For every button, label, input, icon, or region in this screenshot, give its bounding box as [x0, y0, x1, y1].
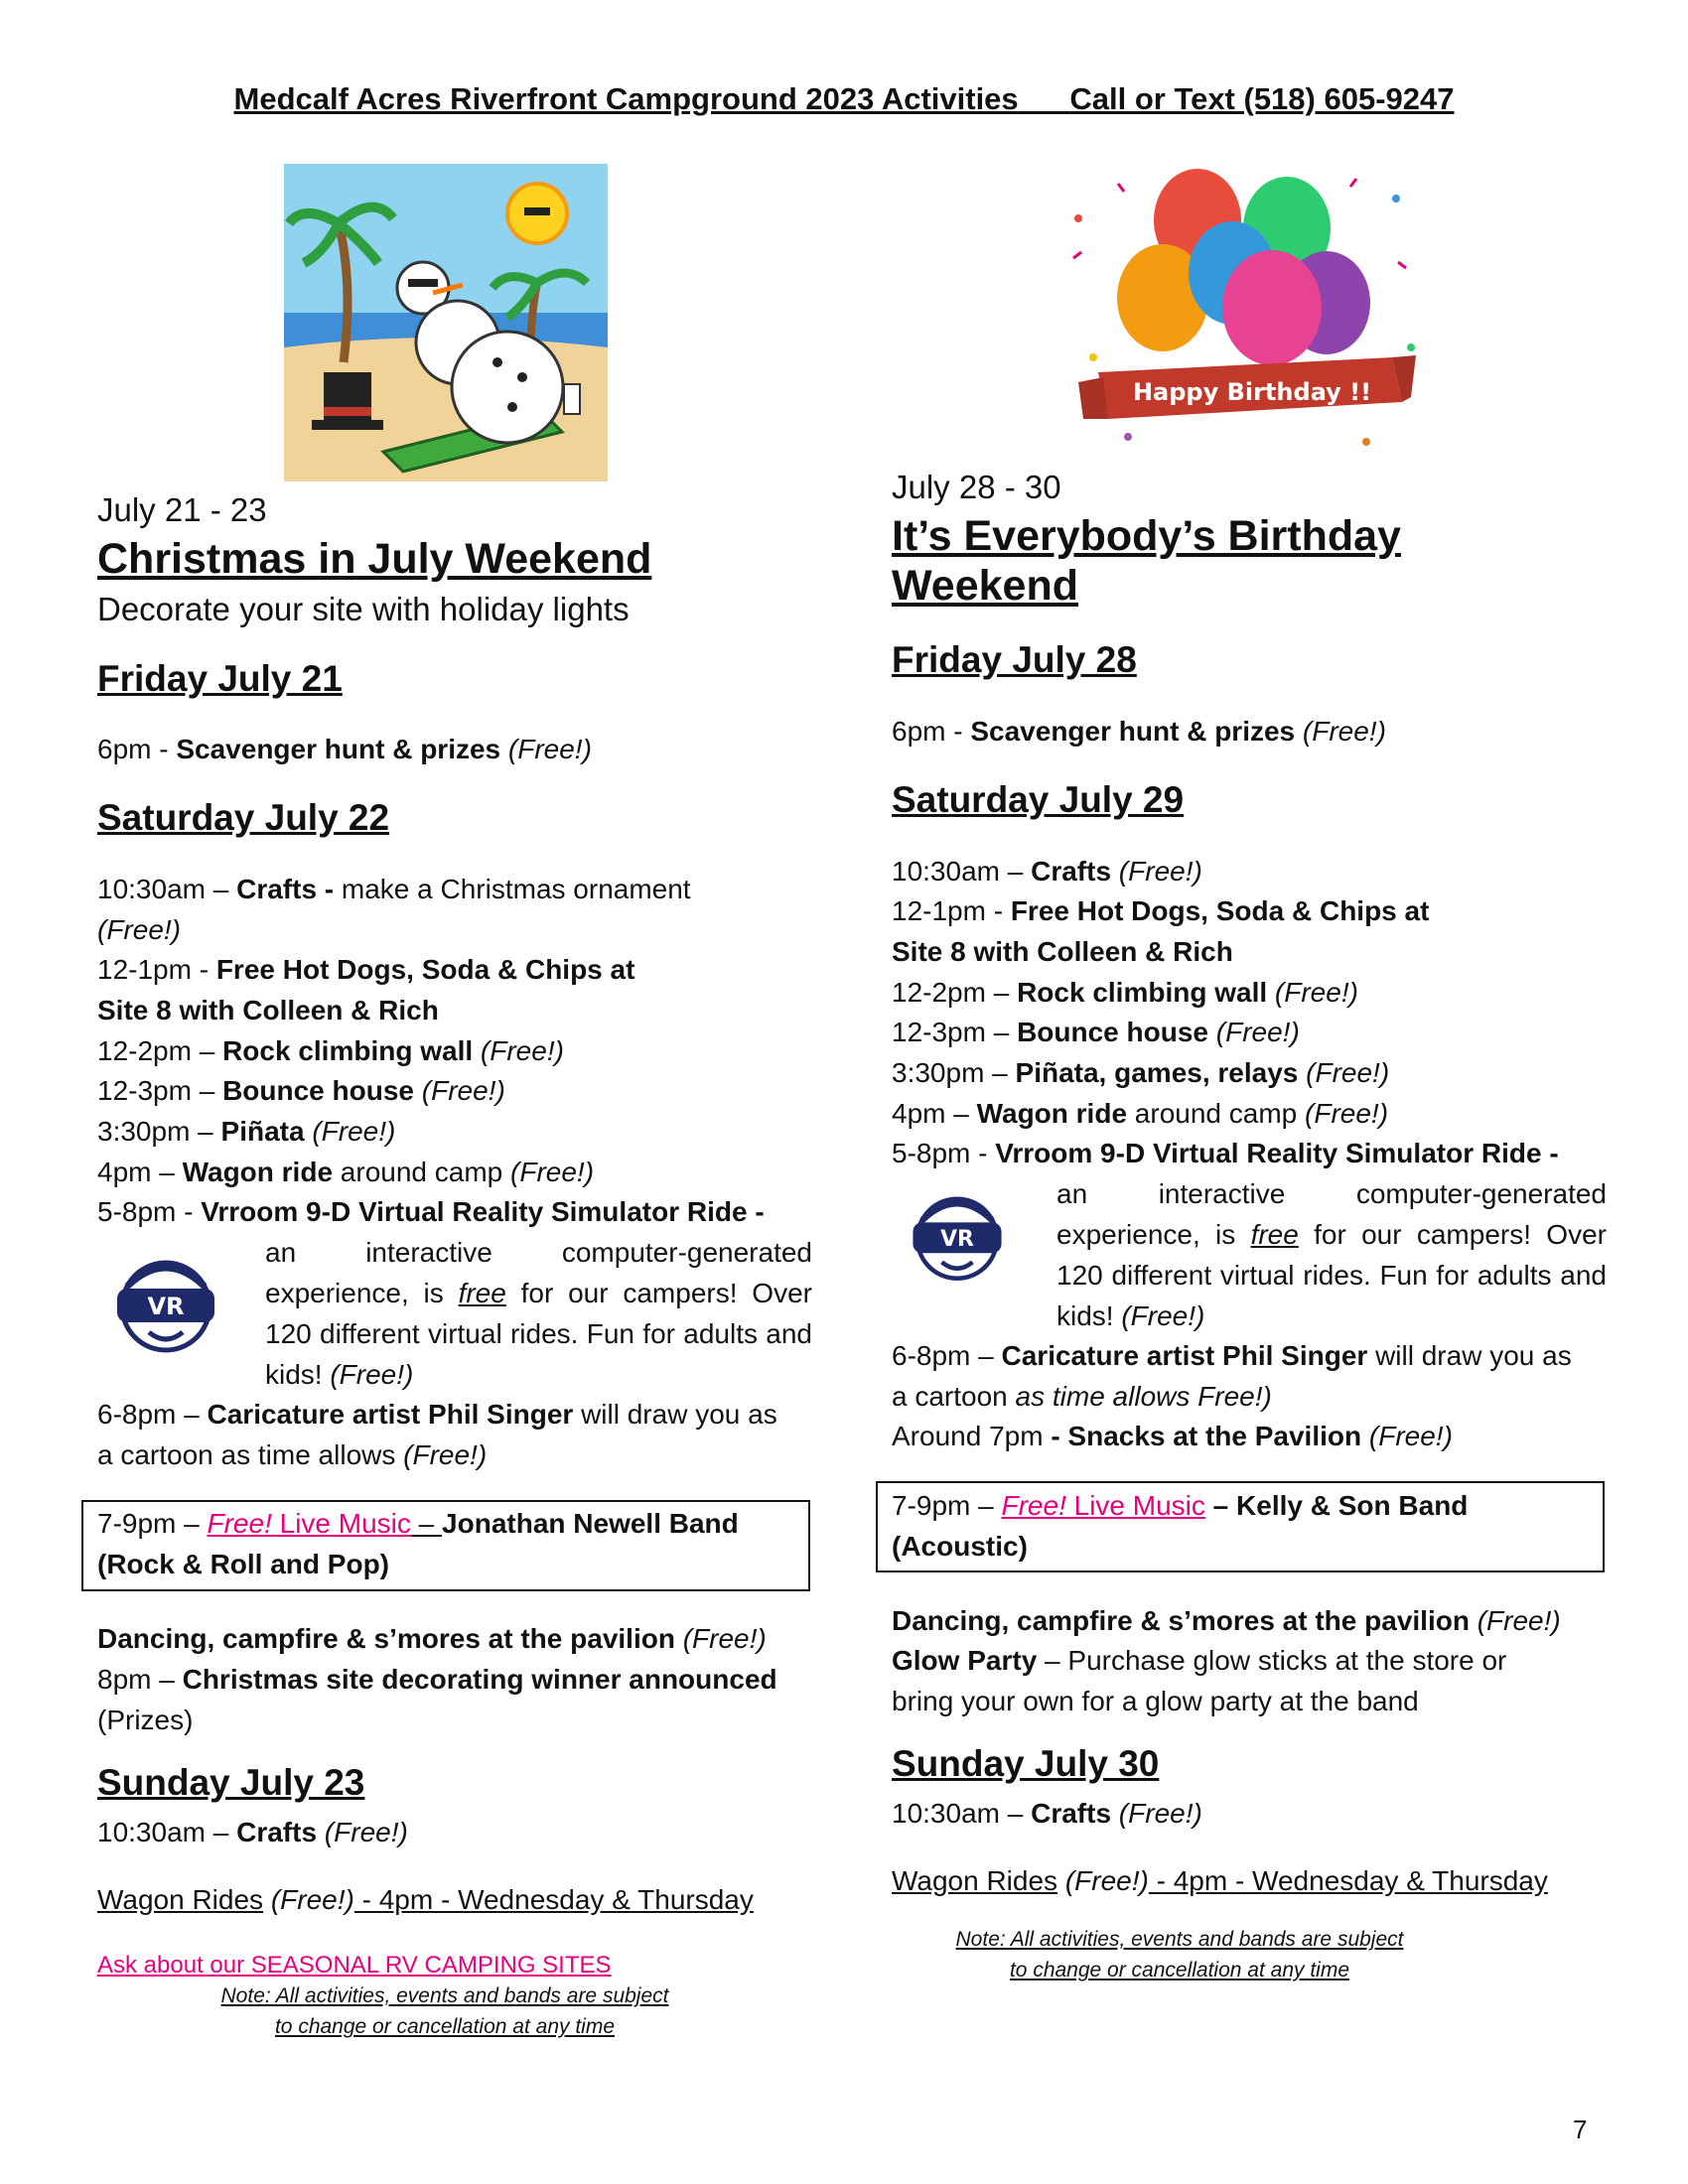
- activity: Christmas site decorating winner announced: [182, 1664, 777, 1695]
- activity: Crafts: [236, 1817, 318, 1847]
- activity: Free Hot Dogs, Soda & Chips at: [215, 954, 635, 985]
- time: 3:30pm –: [97, 1116, 221, 1147]
- schedule-line: [97, 1434, 487, 1475]
- schedule-line: (Free!): [97, 914, 181, 945]
- vr-desc-text: an interactive computer-generated experience, is: [265, 1237, 812, 1308]
- schedule-line: [97, 1070, 505, 1111]
- time: 5-8pm -: [892, 1138, 996, 1168]
- schedule-line: [97, 1030, 564, 1071]
- vr-description: [1056, 1173, 1607, 1336]
- activity: Bounce house: [1017, 1017, 1208, 1047]
- vr-badge-text: VR: [147, 1293, 185, 1320]
- price-note: (Free!): [674, 1623, 767, 1654]
- vr-headset-icon: [908, 1186, 1007, 1286]
- activity: Glow Party: [892, 1645, 1038, 1676]
- vr-free: free: [1250, 1219, 1299, 1250]
- activity: Bounce house: [222, 1075, 414, 1106]
- time: 7-9pm –: [892, 1490, 1002, 1521]
- price-note: (Free!): [1267, 977, 1358, 1008]
- price-note: (Free!): [1295, 716, 1386, 747]
- schedule-line: [97, 1659, 777, 1700]
- time: 12-2pm –: [97, 1035, 223, 1066]
- detail: around camp: [1127, 1098, 1306, 1129]
- time: 10:30am –: [892, 856, 1032, 887]
- wagon-rides-label: Wagon Rides: [97, 1884, 264, 1915]
- price-note: (Free!): [1057, 1865, 1149, 1896]
- vr-desc-text: an interactive computer-generated experience, is: [1056, 1178, 1607, 1250]
- detail: will draw you as: [1367, 1340, 1572, 1371]
- schedule-line: [892, 1376, 1272, 1417]
- day-heading-saturday: Saturday July 29: [892, 779, 1185, 820]
- detail: – Purchase glow sticks at the store or: [1037, 1645, 1507, 1676]
- time: Around 7pm: [892, 1421, 1052, 1451]
- schedule-line: [892, 1640, 1506, 1681]
- day-heading-sunday: Sunday July 23: [97, 1762, 365, 1803]
- price-note: (Free!): [510, 1157, 595, 1187]
- activity: Piñata: [220, 1116, 305, 1147]
- band-genre: (Acoustic): [892, 1531, 1028, 1562]
- seasonal-sites-link[interactable]: Ask about our SEASONAL RV CAMPING SITES: [97, 1952, 612, 1979]
- time: 4pm –: [97, 1157, 183, 1187]
- contact-phone: Call or Text (518) 605-9247: [1069, 81, 1455, 116]
- schedule-line: [97, 1191, 765, 1232]
- schedule-line: [97, 1618, 767, 1659]
- page-header: [0, 81, 1688, 117]
- time: 6pm -: [892, 716, 971, 747]
- time: 6-8pm –: [892, 1340, 1002, 1371]
- detail: around camp: [333, 1157, 511, 1187]
- schedule-line: [892, 851, 1202, 891]
- vr-description: [265, 1232, 812, 1395]
- price-note: (Free!): [263, 1884, 354, 1915]
- activity: Vrroom 9-D Virtual Reality Simulator Ride -: [995, 1138, 1559, 1168]
- price-note: (Free!): [1298, 1057, 1390, 1088]
- date-range: July 21 - 23: [97, 491, 267, 528]
- event-title-line-1: It’s Everybody’s Birthday: [892, 512, 1401, 560]
- schedule-line: [892, 972, 1358, 1013]
- detail: a cartoon as time allows: [97, 1439, 404, 1470]
- price-note: (Free!): [1469, 1605, 1561, 1636]
- schedule-line: [97, 869, 691, 909]
- time: 4pm –: [892, 1098, 977, 1129]
- time: 10:30am –: [97, 1817, 237, 1847]
- time: 6pm -: [97, 734, 177, 764]
- activity: Scavenger hunt & prizes: [176, 734, 501, 764]
- time: 3:30pm –: [892, 1057, 1016, 1088]
- live-music-label: Live Music: [1065, 1490, 1205, 1521]
- date-range: July 28 - 30: [892, 469, 1061, 505]
- time: 8pm –: [97, 1664, 183, 1695]
- schedule-line: [892, 1335, 1572, 1376]
- activity: Vrroom 9-D Virtual Reality Simulator Ride -: [201, 1196, 765, 1227]
- price-note: (Free!): [1305, 1098, 1389, 1129]
- activity: Caricature artist Phil Singer: [1001, 1340, 1368, 1371]
- schedule-line: [892, 711, 1386, 751]
- disclaimer-line-2: to change or cancellation at any time: [1009, 1959, 1350, 1981]
- day-heading-saturday: Saturday July 22: [97, 797, 390, 838]
- price-note: (Free!): [317, 1817, 408, 1847]
- time: 12-1pm -: [892, 895, 1011, 926]
- wagon-rides-label: Wagon Rides: [892, 1865, 1058, 1896]
- live-music-label: Live Music: [271, 1508, 411, 1539]
- birthday-balloons-icon: [1058, 159, 1432, 462]
- detail: make a Christmas ornament: [334, 874, 691, 904]
- schedule-line: (Prizes): [97, 1705, 194, 1735]
- schedule-line: bring your own for a glow party at the band: [892, 1686, 1419, 1716]
- page-number: 7: [1573, 2115, 1588, 2144]
- price-note: (Free!): [1111, 856, 1202, 887]
- event-title-line-2: Weekend: [892, 562, 1078, 610]
- activity: Piñata, games, relays: [1015, 1057, 1299, 1088]
- disclaimer-line-1: Note: All activities, events and bands are subject: [955, 1928, 1404, 1951]
- free-label: Free!: [1001, 1490, 1066, 1521]
- time: 5-8pm -: [97, 1196, 202, 1227]
- price-note: (Free!): [403, 1439, 488, 1470]
- activity: Crafts: [1031, 856, 1112, 887]
- vr-desc-text-2: for our campers! Over 120 different virtual rides. Fun for adults and kids!: [1056, 1219, 1607, 1331]
- schedule-line: Site 8 with Colleen & Rich: [97, 995, 439, 1025]
- activity: Dancing, campfire & s’mores at the pavilion: [97, 1623, 675, 1654]
- day-heading-friday: Friday July 28: [892, 639, 1137, 680]
- time: 12-3pm –: [892, 1017, 1018, 1047]
- wagon-schedule: - 4pm - Wednesday & Thursday: [353, 1884, 754, 1915]
- time: 12-1pm -: [97, 954, 216, 985]
- wagon-schedule: - 4pm - Wednesday & Thursday: [1148, 1865, 1548, 1896]
- dash: –: [1204, 1490, 1237, 1521]
- disclaimer-line-2: to change or cancellation at any time: [274, 2015, 616, 2038]
- schedule-line: [97, 1152, 594, 1192]
- time: 7-9pm –: [97, 1508, 208, 1539]
- price-note: (Free!): [507, 734, 592, 764]
- birthday-banner-text: Happy Birthday !!: [1132, 378, 1372, 406]
- schedule-line: [892, 890, 1429, 931]
- price-note: (Free!): [414, 1075, 505, 1106]
- price-note: (Free!): [1208, 1017, 1300, 1047]
- detail: a cartoon: [892, 1381, 1016, 1412]
- live-music-line: [892, 1485, 1468, 1526]
- vr-free: free: [458, 1278, 506, 1308]
- activity: Dancing, campfire & s’mores at the pavilion: [892, 1605, 1470, 1636]
- vr-desc-text-2: for our campers! Over 120 different virtual rides. Fun for adults and kids!: [265, 1278, 812, 1390]
- day-heading-sunday: Sunday July 30: [892, 1743, 1160, 1784]
- price-note: (Free!): [473, 1035, 564, 1066]
- activity: Crafts: [1031, 1798, 1112, 1829]
- dash: –: [410, 1508, 443, 1539]
- event-title: Christmas in July Weekend: [97, 535, 652, 583]
- price-note: (Free!): [1361, 1421, 1453, 1451]
- campground-title: Medcalf Acres Riverfront Campground 2023 Activities: [233, 81, 1019, 116]
- activity: Caricature artist Phil Singer: [207, 1399, 574, 1430]
- schedule-line: [892, 1416, 1453, 1456]
- activity: Rock climbing wall: [222, 1035, 474, 1066]
- snowman-beach-icon: [284, 164, 608, 481]
- schedule-line: [892, 1012, 1300, 1052]
- activity: Wagon ride: [182, 1157, 334, 1187]
- price-note: as time allows Free!): [1015, 1381, 1272, 1412]
- time: 10:30am –: [97, 874, 237, 904]
- price-note: (Free!): [1111, 1798, 1202, 1829]
- disclaimer-note: [197, 1980, 693, 2042]
- time: 12-3pm –: [97, 1075, 223, 1106]
- disclaimer-line-1: Note: All activities, events and bands are subject: [220, 1984, 669, 2007]
- schedule-line: [892, 1052, 1389, 1093]
- schedule-line: [97, 1111, 395, 1152]
- schedule-line: [892, 1093, 1388, 1134]
- activity: Rock climbing wall: [1017, 977, 1268, 1008]
- time: 12-2pm –: [892, 977, 1018, 1008]
- band-genre: (Rock & Roll and Pop): [97, 1549, 389, 1579]
- vr-headset-icon: [111, 1249, 220, 1358]
- activity: Crafts -: [236, 874, 335, 904]
- activity: - Snacks at the Pavilion: [1051, 1421, 1362, 1451]
- schedule-line: [97, 1812, 408, 1852]
- schedule-line: [97, 949, 634, 990]
- activity: Free Hot Dogs, Soda & Chips at: [1010, 895, 1430, 926]
- schedule-line: [892, 1793, 1202, 1834]
- activity: Wagon ride: [976, 1098, 1128, 1129]
- band-name: Kelly & Son Band: [1236, 1490, 1469, 1521]
- day-heading-friday: Friday July 21: [97, 658, 343, 699]
- event-subtitle: Decorate your site with holiday lights: [97, 591, 630, 627]
- activity: Scavenger hunt & prizes: [970, 716, 1296, 747]
- free-label: Free!: [207, 1508, 272, 1539]
- wagon-rides-line: [97, 1879, 754, 1920]
- time: 10:30am –: [892, 1798, 1032, 1829]
- detail: will draw you as: [573, 1399, 777, 1430]
- price-note: (Free!): [1121, 1300, 1205, 1331]
- vr-badge-text: VR: [940, 1227, 974, 1252]
- schedule-line: [97, 729, 592, 769]
- schedule-line: [97, 1394, 777, 1434]
- schedule-line: [892, 1600, 1561, 1641]
- schedule-line: [892, 1133, 1559, 1173]
- price-note: (Free!): [330, 1359, 414, 1390]
- schedule-line: Site 8 with Colleen & Rich: [892, 936, 1233, 967]
- band-name: Jonathan Newell Band: [442, 1508, 739, 1539]
- price-note: (Free!): [304, 1116, 396, 1147]
- disclaimer-note: [931, 1924, 1428, 1985]
- wagon-rides-line: [892, 1860, 1548, 1901]
- live-music-line: [97, 1503, 739, 1544]
- time: 6-8pm –: [97, 1399, 208, 1430]
